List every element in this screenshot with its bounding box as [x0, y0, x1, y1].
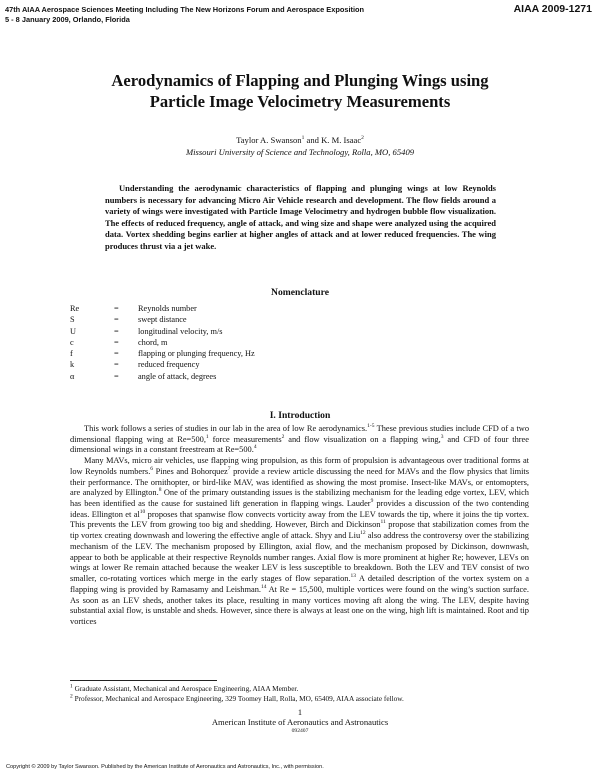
document-code: 092407 — [291, 728, 309, 734]
author-block — [40, 135, 560, 158]
nomenclature-equals: = — [114, 349, 119, 359]
footnote-1-number: 1 — [70, 683, 73, 690]
publisher-name: American Institute of Aeronautics and Astronautics — [211, 717, 389, 727]
citation-mark: 1 — [205, 433, 209, 440]
author-2-footnote-mark: 2 — [361, 135, 364, 142]
citation-mark: 14 — [261, 583, 267, 590]
citation-mark: 8 — [158, 487, 162, 494]
citation-mark: 1-5 — [367, 423, 375, 430]
paper-title — [40, 70, 560, 112]
citation-mark: 4 — [253, 444, 257, 451]
copyright-notice: Copyright © 2009 by Taylor Swanson. Published by the American Institute of Aeronautics and Astronautics, Inc., with permission. — [6, 764, 324, 770]
title-line-2: Particle Image Velocimetry Measurements — [149, 92, 451, 111]
title-line-1: Aerodynamics of Flapping and Plunging Wings using — [111, 71, 489, 90]
nomenclature-definition: longitudinal velocity, m/s — [138, 326, 223, 336]
nomenclature-definition: reduced frequency — [138, 360, 200, 370]
author-conjunction: and — [304, 135, 322, 145]
nomenclature-heading: Nomenclature — [271, 287, 329, 298]
nomenclature-equals: = — [114, 304, 119, 313]
citation-mark: 10 — [139, 508, 146, 515]
citation-mark: 2 — [281, 433, 285, 440]
conference-date-location: 5 - 8 January 2009, Orlando, Florida — [5, 15, 130, 24]
footnote-2 — [70, 694, 404, 703]
nomenclature-symbol: U — [70, 326, 76, 336]
nomenclature-equals: = — [114, 360, 119, 370]
nomenclature-equals: = — [114, 326, 119, 336]
citation-mark: 12 — [360, 530, 366, 537]
abstract: Understanding the aerodynamic characteristics of flapping and plunging wings at low Reynolds numbers is necessary for advancing Micro Air Vehicle research and development. The flow fields around a variety of wings were investigated with Particle Image Velocimetry and hydrogen bubble flow visualization. The effects of reduced frequency, angle of attack, and wing size and shape were analyzed using the acquired data. Vortex shedding begins earlier at higher angles of attack and at lower reduced frequencies. The wing produces thrust via a jet wake. — [105, 183, 496, 251]
nomenclature-definition: flapping or plunging frequency, Hz — [138, 349, 255, 359]
footnote-1-text: Graduate Assistant, Mechanical and Aerospace Engineering, AIAA Member. — [72, 684, 299, 693]
author-1-footnote-mark: 1 — [301, 135, 305, 142]
footnote-2-number: 2 — [70, 693, 73, 700]
footnote-2-text: Professor, Mechanical and Aerospace Engineering, 329 Toomey Hall, Rolla, MO, 65409, AIAA associate fellow. — [72, 694, 404, 703]
nomenclature-equals: = — [114, 315, 119, 325]
conference-name: 47th AIAA Aerospace Sciences Meeting Including The New Horizons Forum and Aerospace Exposition — [5, 5, 365, 14]
introduction-paragraph-1: This work follows a series of studies in our lab in the area of low Re aerodynamics.$^{1-5}$ These previous studies include CFD of a two dimensional flapping wing at Re=500,$^1$ force measurements$^2$ and flow visualization on a flapping wing,$^3$ and CFD of four three dimensional wings in a constant freestream at Re=500.$^4$ — [70, 423, 530, 455]
nomenclature-definition: angle of attack, degrees — [138, 371, 217, 381]
citation-mark: 7 — [227, 466, 231, 473]
nomenclature-symbol: f — [70, 349, 73, 359]
nomenclature-definition: Reynolds number — [138, 304, 197, 313]
nomenclature-symbol: S — [70, 315, 75, 325]
footnote-1 — [70, 684, 298, 693]
author-names — [40, 135, 560, 147]
citation-mark: 6 — [150, 466, 154, 473]
nomenclature-definition: chord, m — [138, 337, 168, 347]
nomenclature-symbol: c — [70, 337, 74, 347]
nomenclature-symbol: α — [70, 371, 75, 381]
introduction-paragraph-2: Many MAVs, micro air vehicles, use flapping wing propulsion, as this form of propulsion is advantageous over traditional forms at low Reynolds numbers.$^6$ Pines and Bohorquez$^7$ provide a review article discussing the need for MAVs and the flow physics that limits their performance. The ornithopter, or bird-like MAV, was identified as showing the most promise. Insect-like MAVs, or entomopters, are analyzed by Ellington.$^8$ One of the primary outstanding issues is the stabilizing mechanism for the leading edge vortex, LEV, which has been identified as the cause for sustained lift generation in flapping wings. Lauder$^9$ provides a discussion of the two contending ideas. Ellington et $al^{10}$ proposes that spanwise flow convects vorticity away from the LEV towards the tip, where it joins the tip vortex. This prevents the LEV from growing too big and shedding. However, Birch and Dickinson$^{11}$ propose that stabilization comes from the tip vortex creating downwash and lowering the effective angle of attack. Shyy and Liu$^{12}$ also address the controversy over the stabilizing mechanism of the LEV. The mechanism proposed by Ellington, axial flow, and the mechanism proposed by Dickinson, downwash, appear to both be applicable at their respective Reynolds number ranges. Axial flow is more prominent at higher Re; however, LEVs on wings at lower Re remain attached because the weaker LEV is less susceptible to breakdown. Both the LEV and TEV consist of two smaller, co-rotating vortices which merge in the early stages of flow separation.$^{13}$ A detailed description of the vortex system on a flapping wing is provided by Ramasamy and Leishman.$^{14}$ At Re = 15,500, multiple vortices were found on the wing’s suction surface. As soon as an LEV sheds, another takes its place, resulting in many vortices moving aft along the wing. The LEV, despite having substantial axial flow, is unstable and sheds. However, since there is always at least one on the wing, high lift is maintained. Root and tip vortices — [70, 456, 530, 626]
citation-mark: 11 — [380, 519, 386, 526]
nomenclature-definition: swept distance — [138, 315, 187, 325]
citation-mark: 13 — [350, 573, 357, 580]
introduction-body — [70, 424, 529, 628]
citation-mark: 3 — [440, 433, 444, 440]
nomenclature-symbol: k — [70, 360, 75, 370]
author-affiliation: Missouri University of Science and Technology, Rolla, MO, 65409 — [185, 146, 415, 157]
nomenclature-symbol: Re — [70, 304, 80, 313]
author-1: Taylor A. Swanson — [236, 135, 302, 145]
page-number: 1 — [297, 708, 303, 717]
nomenclature-equals: = — [114, 371, 119, 381]
introduction-heading: I. Introduction — [269, 410, 331, 421]
citation-mark: 9 — [370, 498, 374, 505]
author-2: K. M. Isaac — [321, 135, 362, 145]
paper-number: AIAA 2009-1271 — [513, 3, 592, 15]
nomenclature-equals: = — [114, 337, 119, 347]
conference-header — [5, 5, 364, 25]
footnote-rule — [70, 680, 217, 681]
